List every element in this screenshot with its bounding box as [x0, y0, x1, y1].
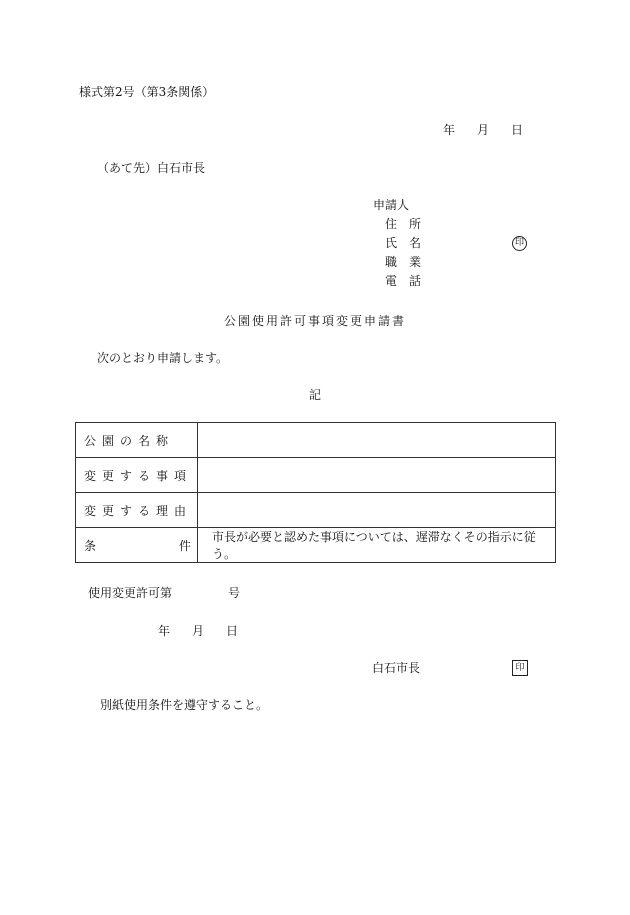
mayor-label: 白石市長: [372, 661, 421, 675]
date-year-label: 年: [443, 123, 456, 137]
document-title: 公園使用許可事項変更申請書: [223, 314, 406, 328]
table-row: [76, 423, 556, 458]
table-row: [76, 528, 556, 563]
change-reason-label: 変更する理由: [76, 493, 198, 528]
park-name-field[interactable]: [198, 423, 556, 458]
condition-label: [76, 528, 198, 563]
date-month-label: 月: [477, 123, 490, 137]
addressee: （あて先）白石市長: [97, 161, 206, 175]
permit-number-prefix: 使用変更許可第: [88, 586, 173, 600]
seal-icon: 印: [512, 236, 527, 251]
permit-number-suffix: 号: [228, 586, 241, 600]
application-date: [443, 122, 523, 138]
applicant-phone-label: 電話: [385, 274, 434, 288]
table-row: [76, 458, 556, 493]
permit-number: [88, 585, 240, 601]
park-name-label: 公園の名称: [76, 423, 198, 458]
condition-label-right: 件: [178, 538, 191, 553]
compliance-note: 別紙使用条件を遵守すること。: [100, 698, 269, 712]
applicant-occupation-label: 職業: [385, 255, 434, 269]
date-day-label: 日: [511, 123, 524, 137]
change-item-field[interactable]: [198, 458, 556, 493]
permit-day-label: 日: [226, 624, 239, 638]
permit-date: [158, 623, 238, 639]
ki-heading: 記: [308, 388, 321, 402]
change-reason-field[interactable]: [198, 493, 556, 528]
applicant-heading: 申請人: [373, 198, 410, 212]
permit-year-label: 年: [158, 624, 171, 638]
intro-text: 次のとおり申請します。: [97, 351, 229, 365]
applicant-name-label: 氏名: [385, 236, 434, 250]
change-item-label: 変更する事項: [76, 458, 198, 493]
form-number: 様式第2号（第3条関係）: [79, 85, 215, 99]
applicant-address-label: 住所: [385, 217, 434, 231]
condition-label-left: 条: [84, 538, 97, 553]
mayor-seal-icon: 印: [512, 660, 528, 676]
details-table: [75, 422, 556, 563]
table-row: [76, 493, 556, 528]
condition-value: 市長が必要と認めた事項については、遅滞なくその指示に従う。: [198, 528, 556, 563]
permit-month-label: 月: [192, 624, 205, 638]
